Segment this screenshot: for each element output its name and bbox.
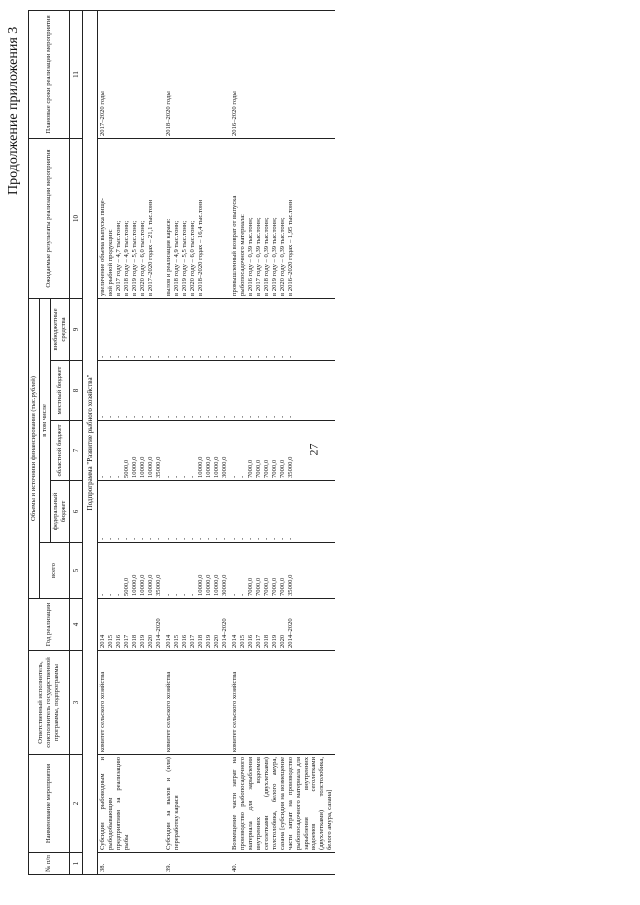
cell-value: 2015 (107, 634, 115, 648)
cell-value: 10000,0 (213, 574, 221, 596)
cell-value: - (165, 415, 173, 418)
row-years (98, 599, 165, 651)
cell-value: 10000,0 (147, 456, 155, 478)
cell-value: 30000,0 (221, 456, 229, 478)
column-number: 2 (69, 755, 82, 853)
cell-value: - (123, 537, 131, 540)
cell-value: 2014–2020 (221, 618, 229, 648)
cell-value: - (287, 537, 295, 540)
cell-value: 2018 (263, 634, 271, 648)
cell-value: 2019 (271, 634, 279, 648)
cell-value: 35000,0 (287, 574, 295, 596)
cell-value: - (221, 355, 229, 358)
column-number: 4 (69, 599, 82, 651)
cell-value: 10000,0 (147, 574, 155, 596)
cell-value: 2017 (123, 634, 131, 648)
cell-value: - (239, 593, 247, 596)
cell-value: 10000,0 (213, 456, 221, 478)
cell-value: - (231, 537, 239, 540)
row-regional (230, 421, 335, 481)
cell-value: 2020 (147, 634, 155, 648)
cell-value: - (255, 355, 263, 358)
cell-value: 7000,0 (271, 459, 279, 478)
cell-value: 10000,0 (205, 574, 213, 596)
column-number: 7 (69, 421, 82, 481)
cell-value: - (271, 537, 279, 540)
header-offbudget: внебюджетные средства (50, 298, 69, 360)
row-federal (98, 481, 165, 543)
row-federal (164, 481, 230, 543)
cell-value: 2016 (115, 634, 123, 648)
cell-value: 2019 (139, 634, 147, 648)
cell-value: - (189, 355, 197, 358)
cell-value: - (147, 415, 155, 418)
header-year: Год реализации (29, 599, 70, 651)
cell-value: 2017 (189, 634, 197, 648)
column-number: 1 (69, 853, 82, 875)
row-number: 40. (230, 853, 335, 875)
cell-value: 7000,0 (279, 459, 287, 478)
row-total (164, 543, 230, 599)
page-number: 27 (306, 443, 321, 456)
cell-value: - (279, 355, 287, 358)
cell-value: - (115, 537, 123, 540)
row-total (230, 543, 335, 599)
header-local: местный бюджет (50, 361, 69, 421)
header-total: всего (39, 543, 69, 599)
cell-value: - (231, 593, 239, 596)
cell-value: - (131, 415, 139, 418)
result-line: промышленный возврат от выпуска (231, 195, 239, 296)
cell-value: - (99, 415, 107, 418)
cell-value: - (147, 355, 155, 358)
result-line: в 2017 году – 4,7 тыс.тонн; (115, 220, 123, 296)
cell-value: - (99, 593, 107, 596)
result-line: вой рыбной продукции: (107, 229, 115, 296)
cell-value: 7000,0 (247, 459, 255, 478)
cell-value: 2014–2020 (155, 618, 163, 648)
cell-value: - (271, 355, 279, 358)
cell-value: - (213, 415, 221, 418)
cell-value: - (247, 537, 255, 540)
cell-value: - (115, 593, 123, 596)
cell-value: 7000,0 (263, 577, 271, 596)
result-line: в 2016 году – 0,39 тыс.тонн; (247, 217, 255, 296)
cell-value: - (189, 415, 197, 418)
cell-value: - (197, 415, 205, 418)
row-local (164, 361, 230, 421)
cell-value: 5000,0 (123, 459, 131, 478)
cell-value: 2018 (197, 634, 205, 648)
cell-value: - (181, 355, 189, 358)
cell-value: 10000,0 (139, 574, 147, 596)
cell-value: - (189, 537, 197, 540)
result-line: в 2018–2020 годах – 16,4 тыс.тонн (197, 199, 205, 296)
result-line: в 2020 году – 0,39 тыс.тонн; (279, 217, 287, 296)
cell-value: - (181, 415, 189, 418)
header-regional: областной бюджет (50, 421, 69, 481)
cell-value: 7000,0 (279, 577, 287, 596)
cell-value: 2014 (231, 634, 239, 648)
cell-value: 10000,0 (131, 456, 139, 478)
cell-value: - (165, 593, 173, 596)
cell-value: - (107, 537, 115, 540)
cell-value: 2020 (279, 634, 287, 648)
header-results: Ожидаемые результаты реализации мероприятия (29, 138, 70, 298)
cell-value: 2014 (99, 634, 107, 648)
appendix-label: Продолжение приложения 3 (6, 26, 21, 195)
cell-value: - (115, 415, 123, 418)
cell-value: - (155, 537, 163, 540)
row-name: Субсидии за вылов и (или) переработку карася (164, 755, 230, 853)
row-offbudget (230, 298, 335, 360)
cell-value: - (255, 537, 263, 540)
cell-value: - (107, 415, 115, 418)
table-row (164, 10, 230, 874)
row-regional (164, 421, 230, 481)
row-term: 2018–2020 годы (164, 10, 230, 138)
row-offbudget (98, 298, 165, 360)
result-line: увеличение объема выпуска пище- (99, 198, 107, 296)
cell-value: - (123, 415, 131, 418)
cell-value: - (247, 355, 255, 358)
column-number: 5 (69, 543, 82, 599)
row-local (98, 361, 165, 421)
cell-value: - (147, 537, 155, 540)
cell-value: 2017 (255, 634, 263, 648)
cell-value: - (173, 415, 181, 418)
cell-value: - (263, 537, 271, 540)
cell-value: 2015 (173, 634, 181, 648)
cell-value: - (165, 475, 173, 478)
cell-value: - (205, 415, 213, 418)
header-in-that: в том числе (39, 298, 50, 542)
cell-value: - (197, 537, 205, 540)
cell-value: 35000,0 (155, 574, 163, 596)
cell-value: - (279, 537, 287, 540)
cell-value: - (189, 475, 197, 478)
cell-value: - (139, 355, 147, 358)
cell-value: 10000,0 (131, 574, 139, 596)
cell-value: - (221, 415, 229, 418)
cell-value: - (181, 537, 189, 540)
result-line: в 2017–2020 годах – 21,1 тыс.тонн (147, 199, 155, 296)
column-number: 10 (69, 138, 82, 298)
cell-value: 35000,0 (287, 456, 295, 478)
cell-value: 2014 (165, 634, 173, 648)
result-line: в 2020 году – 6,0 тыс.тонн; (189, 220, 197, 296)
header-num: № п/п (29, 853, 70, 875)
row-offbudget (164, 298, 230, 360)
cell-value: - (205, 537, 213, 540)
cell-value: 2015 (239, 634, 247, 648)
cell-value: - (165, 355, 173, 358)
column-number: 3 (69, 651, 82, 755)
cell-value: 2014–2020 (287, 618, 295, 648)
cell-value: - (231, 355, 239, 358)
cell-value: - (205, 355, 213, 358)
cell-value: - (239, 475, 247, 478)
cell-value: 7000,0 (255, 577, 263, 596)
cell-value: - (139, 537, 147, 540)
cell-value: - (173, 537, 181, 540)
cell-value: - (115, 475, 123, 478)
cell-value: 7000,0 (271, 577, 279, 596)
row-number: 38. (98, 853, 165, 875)
cell-value: - (247, 415, 255, 418)
cell-value: 10000,0 (139, 456, 147, 478)
cell-value: - (123, 355, 131, 358)
cell-value: 2019 (205, 634, 213, 648)
row-name: Возмещение части затрат на производство рыбопосадочного материала для зарыбления внутренних водоемов сеголетками (двухлетками) толстолобика, белого амура, сазана [субсидия на возмещение части затрат на производство рыбопосадочного материала для зарыбления внутренних водоемов сеголетками (двухлетками) толстолобика, белого амура, сазана] (230, 755, 335, 853)
cell-value: - (165, 537, 173, 540)
result-line: в 2019 году – 0,39 тыс.тонн; (271, 217, 279, 296)
cell-value: - (173, 475, 181, 478)
cell-value: - (155, 355, 163, 358)
cell-value: - (115, 355, 123, 358)
row-executor: комитет сельского хозяйства (230, 651, 335, 755)
cell-value: - (221, 537, 229, 540)
cell-value: - (213, 537, 221, 540)
column-number: 6 (69, 481, 82, 543)
cell-value: - (181, 593, 189, 596)
cell-value: 10000,0 (197, 456, 205, 478)
cell-value: - (107, 593, 115, 596)
cell-value: - (99, 537, 107, 540)
cell-value: 7000,0 (255, 459, 263, 478)
cell-value: - (173, 355, 181, 358)
result-line: рыбопосадочного материала: (239, 214, 247, 296)
result-line: в 2020 году – 6,0 тыс.тонн; (139, 220, 147, 296)
table-row (230, 10, 335, 874)
cell-value: 7000,0 (263, 459, 271, 478)
result-line: в 2019 году – 5,5 тыс.тонн; (181, 220, 189, 296)
cell-value: - (107, 475, 115, 478)
result-line: в 2016–2020 годах – 1,95 тыс.тонн (287, 199, 295, 296)
cell-value: - (107, 355, 115, 358)
cell-value: 5000,0 (123, 577, 131, 596)
cell-value: 10000,0 (205, 456, 213, 478)
row-number: 39. (164, 853, 230, 875)
cell-value: - (131, 355, 139, 358)
row-executor: комитет сельского хозяйства (164, 651, 230, 755)
row-results (98, 138, 165, 298)
result-line: в 2018 году – 0,39 тыс.тонн; (263, 217, 271, 296)
cell-value: - (99, 355, 107, 358)
header-name: Наименование мероприятия (29, 755, 70, 853)
cell-value: 30000,0 (221, 574, 229, 596)
cell-value: - (99, 475, 107, 478)
result-line: в 2018 году – 4,9 тыс.тонн; (173, 220, 181, 296)
result-line: вылов и реализация карася: (165, 218, 173, 296)
cell-value: - (255, 415, 263, 418)
cell-value: 7000,0 (247, 577, 255, 596)
table-row (98, 10, 165, 874)
row-regional (98, 421, 165, 481)
row-term: 2017–2020 годы (98, 10, 165, 138)
cell-value: 2016 (181, 634, 189, 648)
cell-value: - (155, 415, 163, 418)
cell-value: 2020 (213, 634, 221, 648)
result-line: в 2018 году – 4,9 тыс.тонн; (123, 220, 131, 296)
subprogram-title: Подпрограмма "Развитие рыбного хозяйства" (83, 10, 98, 874)
row-results (230, 138, 335, 298)
cell-value: - (139, 415, 147, 418)
cell-value: - (231, 415, 239, 418)
cell-value: - (279, 415, 287, 418)
row-years (230, 599, 335, 651)
column-number-row (69, 10, 82, 874)
result-line: в 2017 году – 0,39 тыс.тонн; (255, 217, 263, 296)
row-local (230, 361, 335, 421)
header-term: Плановые сроки реализации мероприятия (29, 10, 70, 138)
cell-value: - (271, 415, 279, 418)
column-number: 11 (69, 10, 82, 138)
cell-value: 2016 (247, 634, 255, 648)
cell-value: - (131, 537, 139, 540)
row-results (164, 138, 230, 298)
row-federal (230, 481, 335, 543)
header-federal: федеральный бюджет (50, 481, 69, 543)
cell-value: - (239, 355, 247, 358)
cell-value: - (239, 537, 247, 540)
cell-value: - (173, 593, 181, 596)
cell-value: 10000,0 (197, 574, 205, 596)
header-executor: Ответственный исполнитель, соисполнитель государственной программы, подпрограммы (29, 651, 70, 755)
cell-value: - (287, 355, 295, 358)
cell-value: - (231, 475, 239, 478)
cell-value: - (197, 355, 205, 358)
cell-value: - (213, 355, 221, 358)
column-number: 8 (69, 361, 82, 421)
result-line: в 2019 году – 5,5 тыс.тонн; (131, 220, 139, 296)
row-term: 2016–2020 годы (230, 10, 335, 138)
row-name: Субсидии рыбоводным и рыбодобывающим предприятиям за реализацию рыбы (98, 755, 165, 853)
cell-value: - (263, 415, 271, 418)
cell-value: - (239, 415, 247, 418)
row-years (164, 599, 230, 651)
program-table (28, 10, 335, 875)
cell-value: - (189, 593, 197, 596)
row-executor: комитет сельского хозяйства (98, 651, 165, 755)
cell-value: 35000,0 (155, 456, 163, 478)
cell-value: - (181, 475, 189, 478)
row-total (98, 543, 165, 599)
cell-value: 2018 (131, 634, 139, 648)
header-financing: Объемы и источники финансирования (тыс.рублей) (29, 298, 40, 598)
cell-value: - (287, 415, 295, 418)
column-number: 9 (69, 298, 82, 360)
cell-value: - (263, 355, 271, 358)
